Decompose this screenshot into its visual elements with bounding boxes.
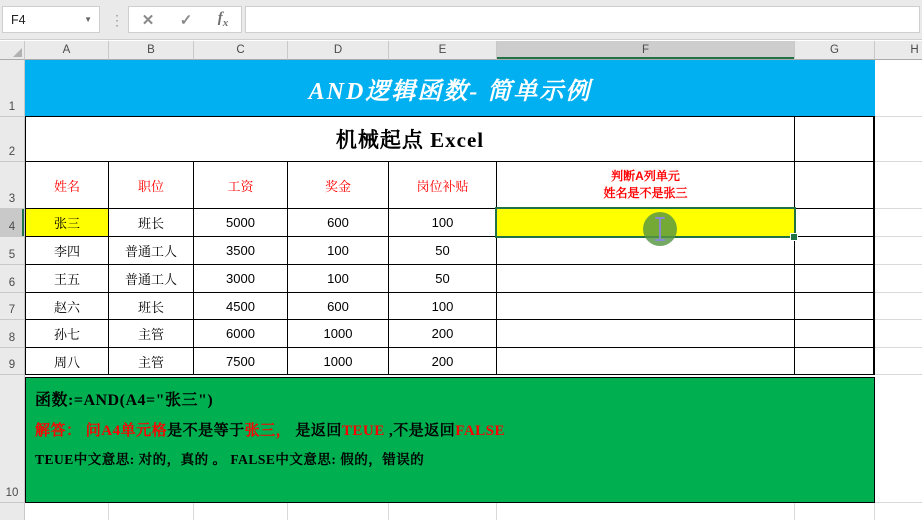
gridline (874, 503, 875, 520)
gridline (287, 503, 288, 520)
cell-G3[interactable] (795, 162, 875, 209)
gridline (875, 292, 922, 293)
gridline (875, 161, 922, 162)
note-seg-false: FALSE (455, 423, 506, 439)
cell-E8[interactable]: 200 (389, 320, 497, 348)
formula-buttons (128, 6, 242, 33)
cell-G5[interactable] (795, 237, 875, 265)
cell-E4[interactable]: 100 (389, 209, 497, 237)
row-header-3[interactable]: 3 (0, 162, 25, 209)
note-seg-a4: A4单元格 (101, 423, 168, 439)
cell-B8[interactable]: 主管 (109, 320, 194, 348)
cell-E5[interactable]: 50 (389, 237, 497, 265)
cell-D4[interactable]: 600 (288, 209, 389, 237)
cell-note-block[interactable] (25, 377, 875, 503)
insert-function-icon[interactable] (218, 10, 229, 29)
row-header-9[interactable]: 9 (0, 348, 25, 375)
cell-D9[interactable]: 1000 (288, 348, 389, 375)
note-seg-return1: 是返回 (291, 423, 342, 439)
gridline (108, 503, 109, 520)
note-formula-line: 函数:=AND(A4="张三") (35, 392, 214, 409)
column-header-B[interactable]: B (109, 41, 194, 60)
cell-C8[interactable]: 6000 (194, 320, 288, 348)
select-all-triangle-icon (13, 48, 22, 57)
note-seg-label: 解答： 问 (35, 423, 102, 439)
cell-F5[interactable] (497, 237, 795, 265)
cell-G2[interactable] (795, 117, 875, 162)
gridline (875, 208, 922, 209)
column-header-E[interactable]: E (389, 41, 497, 60)
touch-cursor-indicator (643, 212, 677, 246)
cell-C4[interactable]: 5000 (194, 209, 288, 237)
row-header-2[interactable]: 2 (0, 117, 25, 162)
cell-G8[interactable] (795, 320, 875, 348)
cell-subtitle[interactable] (25, 117, 795, 162)
gridline (388, 503, 389, 520)
gridline (875, 116, 922, 117)
header-cell-salary[interactable]: 工资 (194, 162, 288, 209)
fx-f: f (217, 10, 223, 26)
header-cell-subsidy[interactable]: 岗位补贴 (389, 162, 497, 209)
row-header-filler (0, 503, 25, 520)
header-cell-judge[interactable] (497, 162, 795, 209)
row-header-5[interactable]: 5 (0, 237, 25, 265)
cell-B4[interactable]: 班长 (109, 209, 194, 237)
cell-B7[interactable]: 班长 (109, 293, 194, 320)
gridline (875, 319, 922, 320)
cell-B6[interactable]: 普通工人 (109, 265, 194, 293)
gridline (875, 264, 922, 265)
cell-C6[interactable]: 3000 (194, 265, 288, 293)
header-cell-name[interactable]: 姓名 (25, 162, 109, 209)
cell-G6[interactable] (795, 265, 875, 293)
note-explanation-line (35, 419, 874, 440)
cell-G4[interactable] (795, 209, 875, 237)
enter-icon[interactable]: ✓ (179, 11, 193, 29)
subtitle-text: 机械起点 Excel (335, 128, 485, 152)
cell-E7[interactable]: 100 (389, 293, 497, 320)
cell-A4[interactable]: 张三 (25, 209, 109, 237)
cell-A9[interactable]: 周八 (25, 348, 109, 375)
cell-D5[interactable]: 100 (288, 237, 389, 265)
cell-B5[interactable]: 普通工人 (109, 237, 194, 265)
row-header-10[interactable]: 10 (0, 375, 25, 503)
header-cell-bonus[interactable]: 奖金 (288, 162, 389, 209)
row-header-1[interactable]: 1 (0, 60, 25, 117)
cell-banner-title[interactable] (25, 60, 875, 117)
gridline (794, 503, 795, 520)
note-seg-zhangsan: 张三， (244, 423, 292, 439)
gridline (875, 347, 922, 348)
cancel-icon[interactable]: ✕ (141, 11, 155, 29)
row-header-8[interactable]: 8 (0, 320, 25, 348)
cell-F9[interactable] (497, 348, 795, 375)
cell-D8[interactable]: 1000 (288, 320, 389, 348)
formula-bar-input[interactable] (245, 6, 920, 33)
cell-C5[interactable]: 3500 (194, 237, 288, 265)
column-header-D[interactable]: D (288, 41, 389, 60)
fx-x: x (222, 17, 229, 29)
cell-F7[interactable] (497, 293, 795, 320)
name-box-value: F4 (11, 12, 26, 27)
column-header-G[interactable]: G (795, 41, 875, 60)
cell-F6[interactable] (497, 265, 795, 293)
header-cell-position[interactable]: 职位 (109, 162, 194, 209)
cell-D7[interactable]: 600 (288, 293, 389, 320)
note-meaning-line: TEUE中文意思: 对的，真的 。 FALSE中文意思: 假的，错误的 (35, 452, 425, 467)
judge-line2: 姓名是不是张三 (603, 186, 688, 200)
fill-handle[interactable] (790, 233, 798, 241)
note-seg-return2: ,不是返回 (384, 423, 456, 439)
column-header-H[interactable]: H (875, 41, 922, 60)
cell-B9[interactable]: 主管 (109, 348, 194, 375)
column-header-A[interactable]: A (25, 41, 109, 60)
toolbar-separator-dots: ⋮ (110, 12, 124, 28)
cell-A8[interactable]: 孙七 (25, 320, 109, 348)
cell-A7[interactable]: 赵六 (25, 293, 109, 320)
gridline (875, 236, 922, 237)
row-header-6[interactable]: 6 (0, 265, 25, 293)
column-header-F-selected[interactable]: F (497, 41, 795, 60)
cell-G7[interactable] (795, 293, 875, 320)
ibeam-cursor-icon (653, 216, 667, 242)
cell-C7[interactable]: 4500 (194, 293, 288, 320)
row-header-7[interactable]: 7 (0, 293, 25, 320)
note-seg-equals: 是不是等于 (167, 423, 245, 439)
note-seg-true: TEUE (341, 423, 385, 439)
cell-E9[interactable]: 200 (389, 348, 497, 375)
name-box[interactable] (2, 6, 100, 33)
cell-D6[interactable]: 100 (288, 265, 389, 293)
name-box-dropdown-icon[interactable]: ▼ (84, 15, 92, 24)
cell-G9[interactable] (795, 348, 875, 375)
column-header-C[interactable]: C (194, 41, 288, 60)
cell-E6[interactable]: 50 (389, 265, 497, 293)
cell-A6[interactable]: 王五 (25, 265, 109, 293)
cell-A5[interactable]: 李四 (25, 237, 109, 265)
gridline (193, 503, 194, 520)
select-all-corner[interactable] (0, 41, 25, 60)
cell-C9[interactable]: 7500 (194, 348, 288, 375)
gridline (875, 374, 922, 375)
gridline (875, 502, 922, 503)
cell-F8[interactable] (497, 320, 795, 348)
gridline (496, 503, 497, 520)
formula-toolbar (0, 0, 922, 40)
judge-line1: 判断A列单元 (611, 168, 680, 183)
row-header-4-selected[interactable]: 4 (0, 209, 25, 237)
banner-title-text: AND逻辑函数- 简单示例 (308, 78, 592, 105)
